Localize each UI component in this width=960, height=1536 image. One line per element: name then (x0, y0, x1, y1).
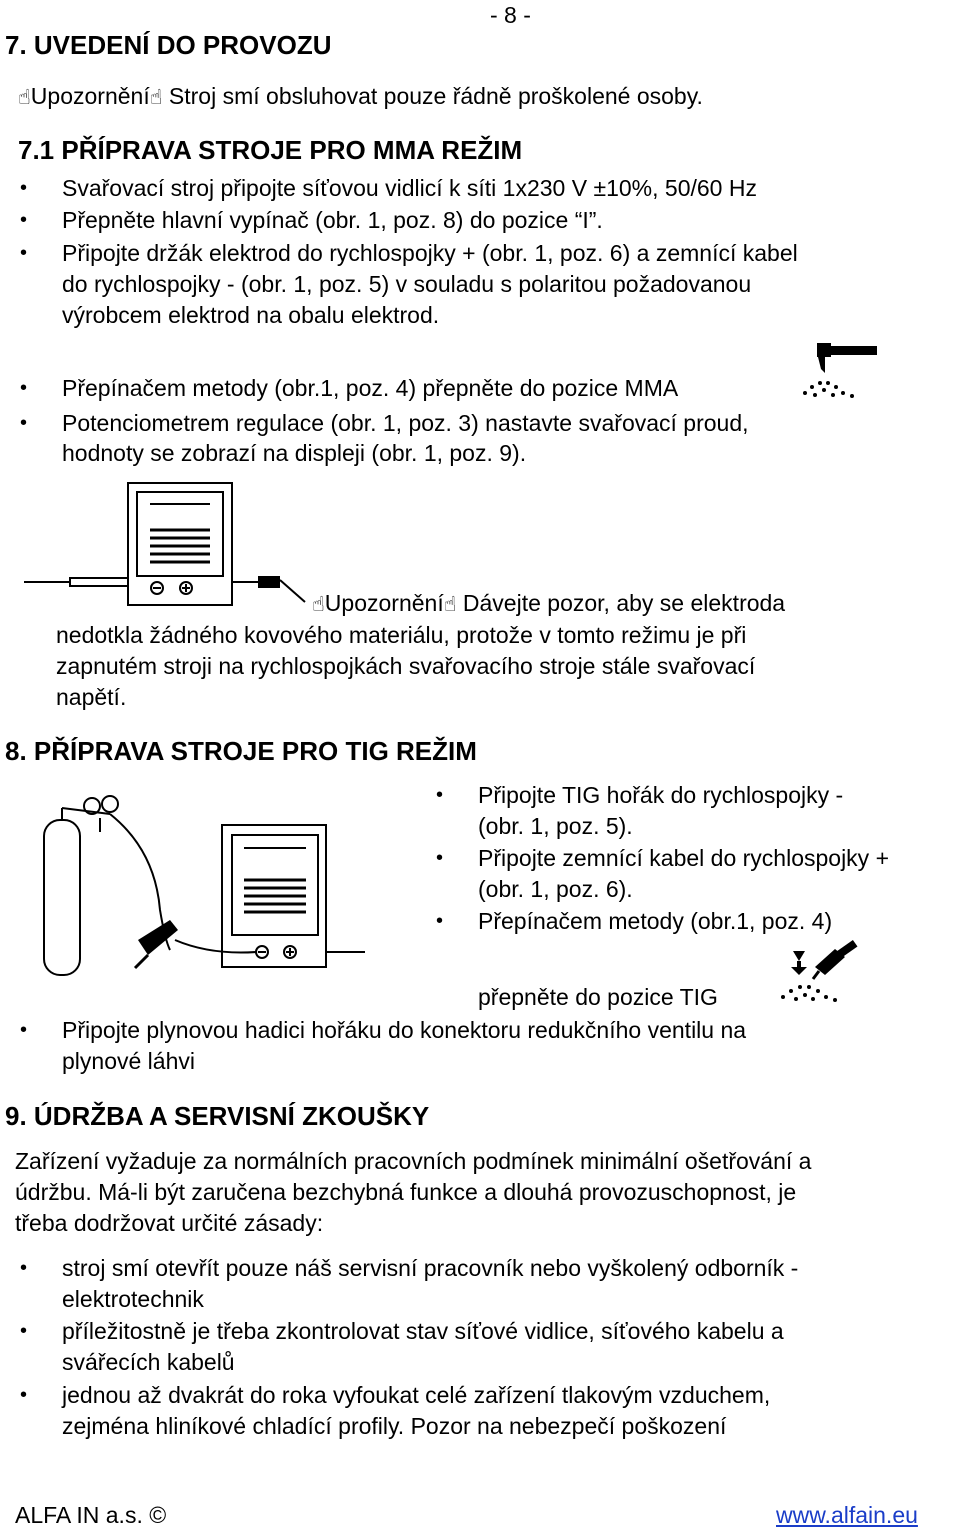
list-item: Připojte plynovou hadici hořáku do konektoru redukčního ventilu na (62, 1017, 747, 1043)
list-item-continuation: do rychlospojky - (obr. 1, poz. 5) v souladu s polaritou požadovanou (62, 271, 752, 297)
warning-text-line: zapnutém stroji na rychlospojkách svařovacího stroje stále svařovací (56, 653, 756, 679)
list-item-continuation: (obr. 1, poz. 6). (478, 876, 633, 902)
list-item-continuation: výrobcem elektrod na obalu elektrod. (62, 302, 440, 328)
pointing-hand-icon: ☝ (312, 592, 325, 616)
warning-text-line: nedotkla žádného kovového materiálu, protože v tomto režimu je při (56, 622, 747, 648)
section-9-title: 9. ÚDRŽBA A SERVISNÍ ZKOUŠKY (5, 1101, 430, 1131)
section-7-title: 7. UVEDENÍ DO PROVOZU (5, 30, 332, 60)
page-number: - 8 - (490, 2, 531, 28)
warning-line-1 (18, 81, 703, 113)
section-8-title: 8. PŘÍPRAVA STROJE PRO TIG REŽIM (5, 736, 477, 766)
list-item: stroj smí otevřít pouze náš servisní pracovník nebo vyškolený odborník - (62, 1255, 799, 1281)
warning-label: Upozornění (30, 83, 150, 109)
paragraph-line: údržbu. Má-li být zaručena bezchybná funkce a dlouhá provozuschopnost, je (15, 1179, 797, 1205)
bullet-icon: • (20, 1384, 28, 1406)
list-item: Připojte držák elektrod do rychlospojky + (obr. 1, poz. 6) a zemnící kabel (62, 240, 798, 266)
bullet-icon: • (20, 1257, 28, 1279)
tig-setup-illustration (20, 790, 380, 980)
list-item-continuation: svářecích kabelů (62, 1349, 235, 1375)
list-item: Přepněte hlavní vypínač (obr. 1, poz. 8) do pozice “I”. (62, 207, 603, 233)
list-item-continuation: elektrotechnik (62, 1286, 204, 1312)
pointing-hand-icon: ☝ (18, 85, 31, 109)
list-item: Potenciometrem regulace (obr. 1, poz. 3) nastavte svařovací proud, (62, 410, 749, 436)
bullet-icon: • (20, 377, 28, 399)
bullet-icon: • (20, 242, 28, 264)
bullet-icon: • (436, 910, 444, 932)
warning-text: Dávejte pozor, aby se elektroda (456, 590, 786, 616)
list-item: Přepínačem metody (obr.1, poz. 4) (478, 908, 833, 934)
mma-setup-illustration (20, 480, 320, 620)
footer-company: ALFA IN a.s. © (15, 1502, 167, 1528)
list-item: příležitostně je třeba zkontrolovat stav síťové vidlice, síťového kabelu a (62, 1318, 784, 1344)
list-item-continuation: (obr. 1, poz. 5). (478, 813, 633, 839)
list-item: jednou až dvakrát do roka vyfoukat celé zařízení tlakovým vzduchem, (62, 1382, 771, 1408)
pointing-hand-icon: ☝ (149, 85, 163, 109)
list-item: Přepínačem metody (obr.1, poz. 4) přepněte do pozice MMA (62, 375, 679, 401)
bullet-icon: • (20, 209, 28, 231)
list-item-continuation: zejména hliníkové chladící profily. Pozor na nebezpečí poškození (62, 1413, 727, 1439)
bullet-icon: • (20, 1320, 28, 1342)
bullet-icon: • (20, 412, 28, 434)
list-item-continuation: plynové láhvi (62, 1048, 195, 1074)
bullet-icon: • (20, 1019, 28, 1041)
bullet-icon: • (436, 847, 444, 869)
warning-text: Stroj smí obsluhovat pouze řádně proškolené osoby. (162, 83, 703, 109)
subsection-7-1-title: 7.1 PŘÍPRAVA STROJE PRO MMA REŽIM (18, 135, 523, 165)
list-item: Svařovací stroj připojte síťovou vidlicí k síti 1x230 V ±10%, 50/60 Hz (62, 175, 757, 201)
bullet-icon: • (436, 784, 444, 806)
warning-text-line: napětí. (56, 684, 127, 710)
mma-mode-icon (795, 343, 880, 403)
footer-website-link[interactable]: www.alfain.eu (776, 1502, 918, 1528)
tig-mode-icon (775, 945, 865, 1005)
pointing-hand-icon: ☝ (443, 592, 457, 616)
list-item-continuation: hodnoty se zobrazí na displeji (obr. 1, poz. 9). (62, 440, 527, 466)
warning-line-2 (312, 588, 785, 620)
paragraph-line: Zařízení vyžaduje za normálních pracovních podmínek minimální ošetřování a (15, 1148, 812, 1174)
list-item-continuation: přepněte do pozice TIG (478, 984, 718, 1010)
warning-label: Upozornění (324, 590, 444, 616)
list-item: Připojte zemnící kabel do rychlospojky + (478, 845, 890, 871)
list-item: Připojte TIG hořák do rychlospojky - (478, 782, 844, 808)
paragraph-line: třeba dodržovat určité zásady: (15, 1210, 324, 1236)
bullet-icon: • (20, 177, 28, 199)
